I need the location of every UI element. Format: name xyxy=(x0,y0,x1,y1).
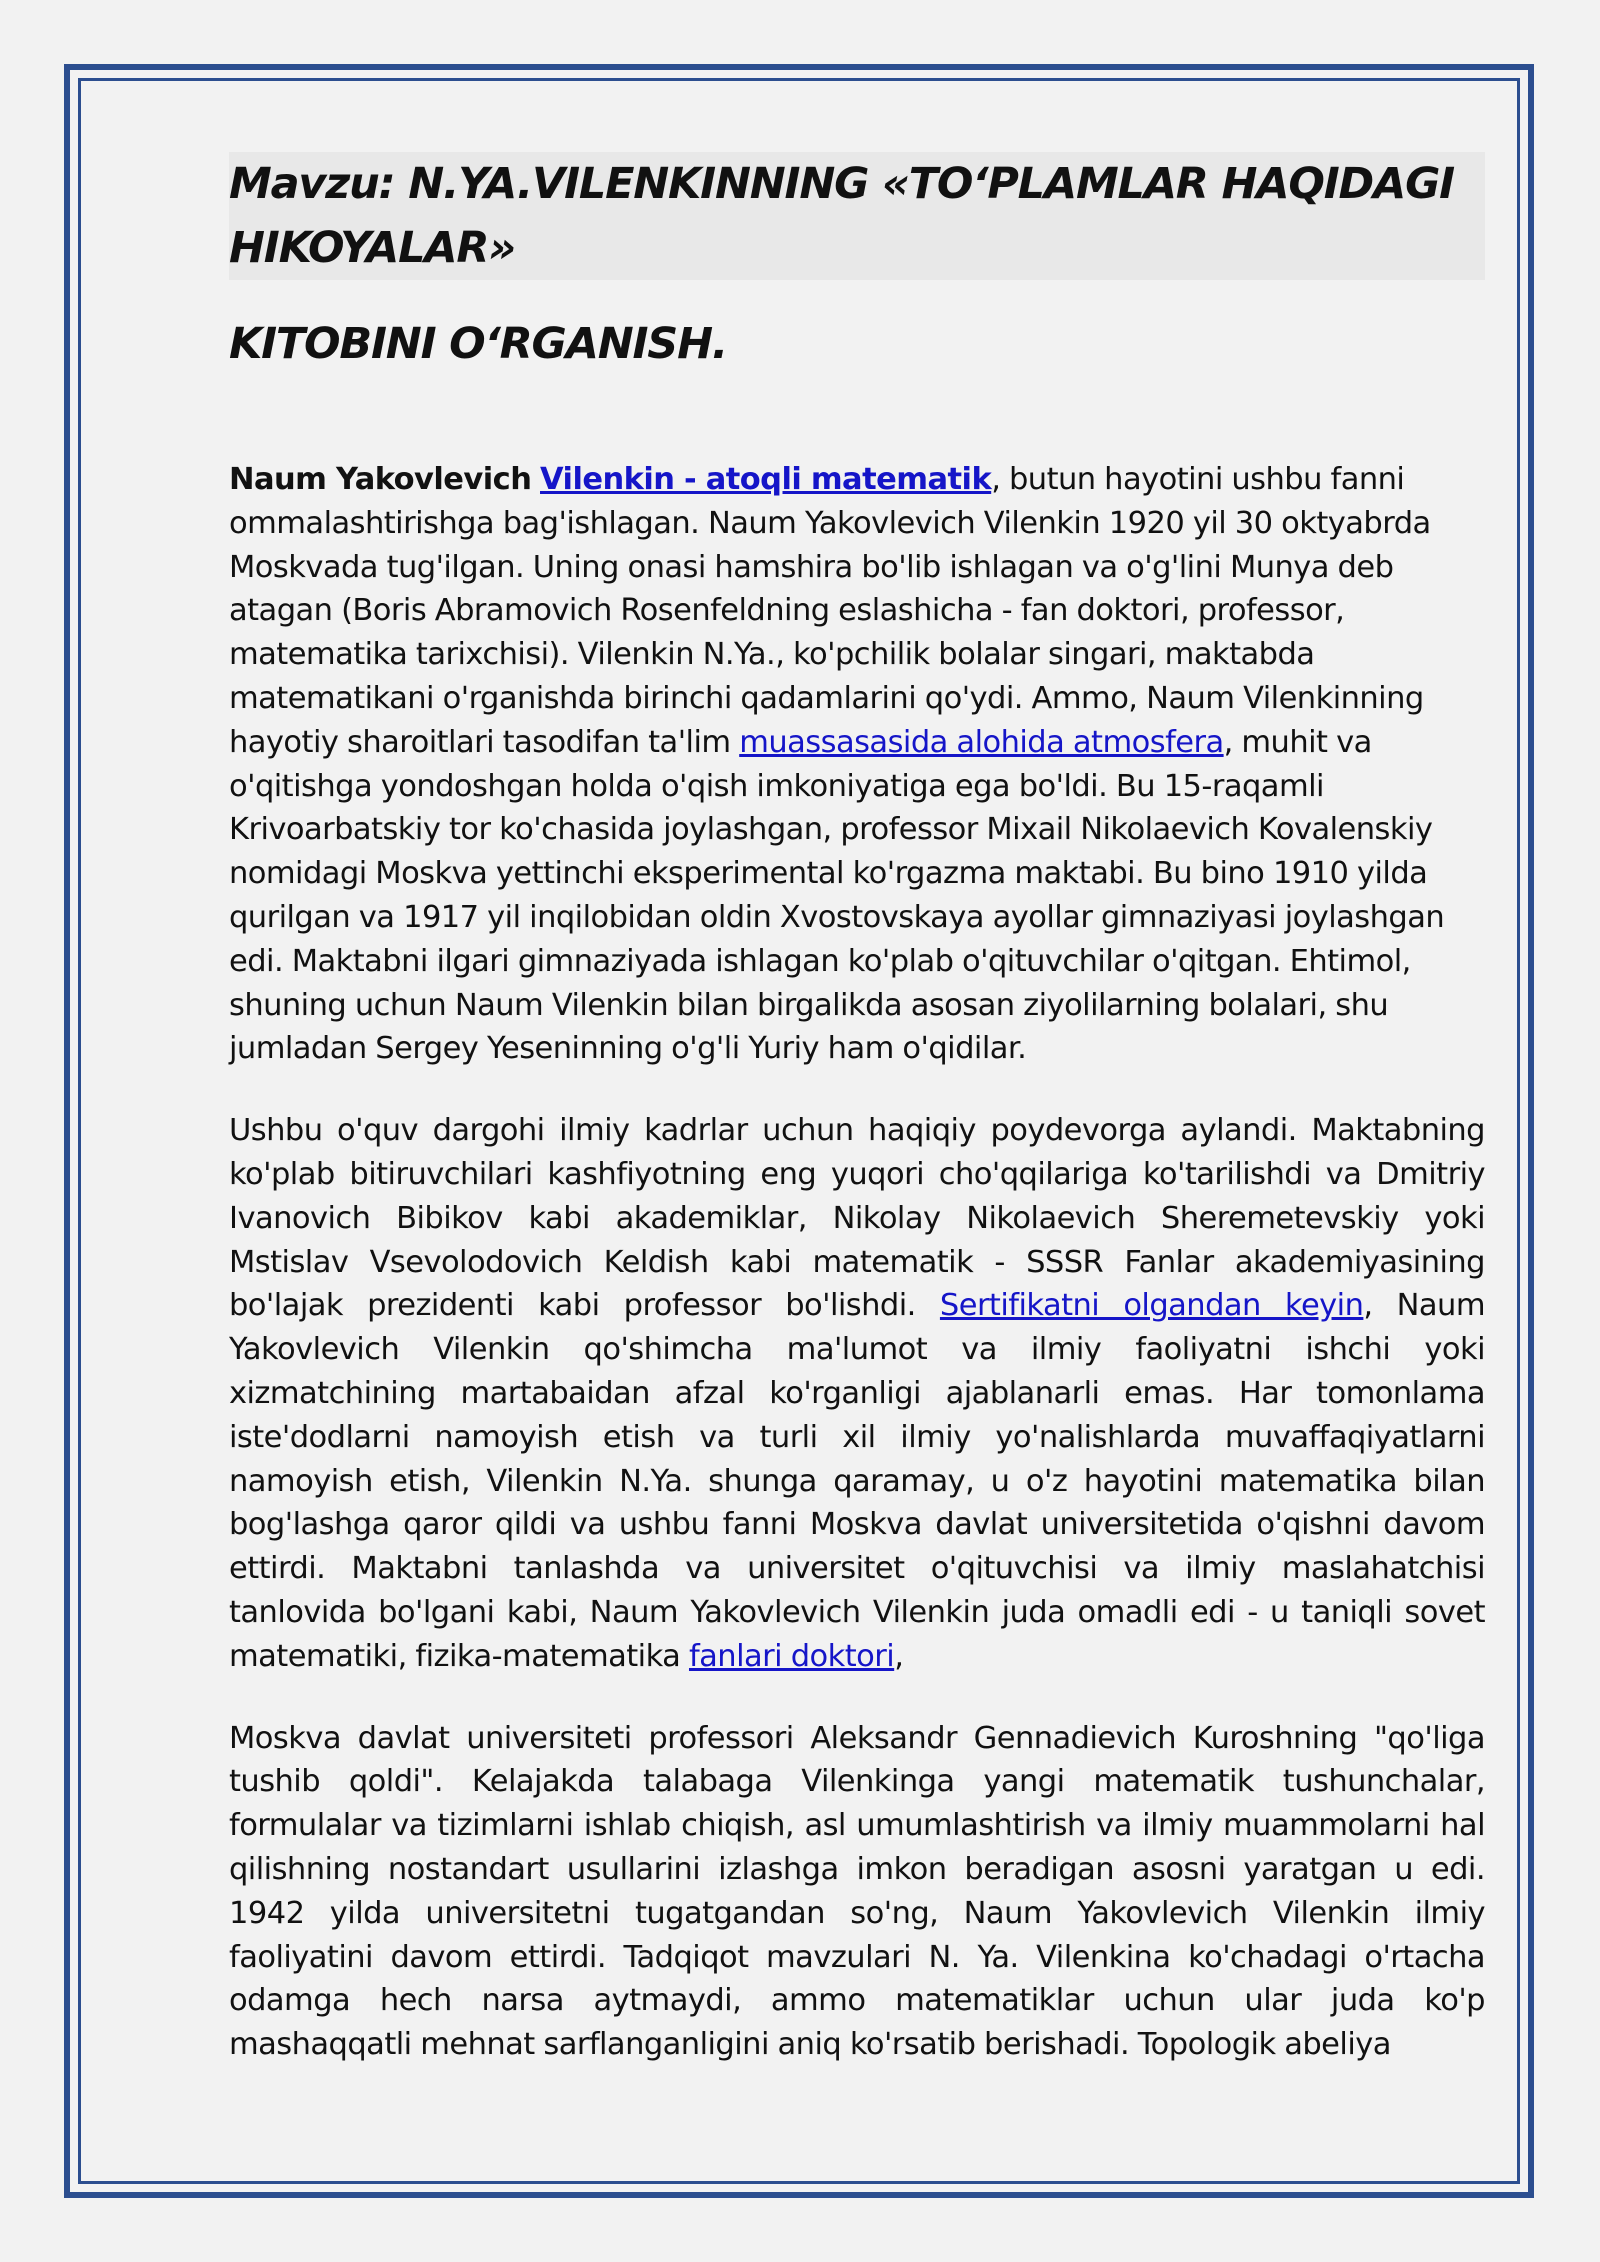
title-line-2: KITOBINI O‘RGANISH. xyxy=(229,319,727,369)
paragraph-2 xyxy=(229,1109,1485,1678)
document-content xyxy=(229,152,1485,2067)
paragraph-3: Moskva davlat universiteti professori Aleksandr Gennadievich Kuroshning "qo'liga tushib qoldi". Kelajakda talabaga Vilenkinga yangi matematik tushunchalar, formulalar va tizimlarni ishlab chiqish, asl umumlashtirish va ilmiy muammolarni hal qilishning nostandart usullarini izlashga imkon beradigan asosni yaratgan u edi. 1942 yilda universitetni tugatgandan so'ng, Naum Yakovlevich Vilenkin ilmiy faoliyatini davom ettirdi. Tadqiqot mavzulari N. Ya. Vilenkina ko'chadagi o'rtacha odamga hech narsa aytmaydi, ammo matematiklar uchun ular juda ko'p mashaqqatli mehnat sarflanganligini aniq ko'rsatib berishadi. Topologik abeliya xyxy=(229,1720,1485,2063)
link-sertifikatni-olgandan[interactable]: Sertifikatni olgandan keyin xyxy=(939,1288,1364,1324)
paragraph-1-text-a: , butun hayotini ushbu fanni ommalashtirishga bag'ishlagan. Naum Yakovlevich Vilenkin 1920 yil 30 oktyabrda Moskvada tug'ilgan. Uning onasi hamshira bo'lib ishlagan va o'g'lini Munya deb atagan (Boris Abramovich Rosenfeldning eslashicha - fan doktori, professor, matematika tarixchisi). Vilenkin N.Ya., ko'pchilik bolalar singari, maktabda matematikani o'rganishda birinchi qadamlarini qo'ydi. Ammo, Naum Vilenkinning hayotiy sharoitlari tasodifan ta'lim xyxy=(229,462,1431,760)
paragraph-2-text-b: , Naum Yakovlevich Vilenkin qo'shimcha ma'lumot va ilmiy faoliyatni ishchi yoki xizmatchining martabaidan afzal ko'rganligi ajablanarli emas. Har tomonlama iste'dodlarni namoyish etish va turli xil ilmiy yo'nalishlarda muvaffaqiyatlarni namoyish etish, Vilenkin N.Ya. shunga qaramay, u o'z hayotini matematika bilan bog'lashga qaror qildi va ushbu fanni Moskva davlat universitetida o'qishni davom ettirdi. Maktabni tanlashda va universitet o'qituvchisi va ilmiy maslahatchisi tanlovida bo'lgani kabi, Naum Yakovlevich Vilenkin juda omadli edi - u taniqli sovet matematiki, fizika-matematika xyxy=(229,1288,1485,1674)
link-muassasasida-atmosfera[interactable]: muassasasida alohida atmosfera xyxy=(739,724,1224,760)
link-vilenkin-matematik[interactable]: Vilenkin - atoqli matematik xyxy=(540,462,992,497)
author-name-bold: Naum Yakovlevich xyxy=(229,462,532,497)
paragraph-2-text-c: , xyxy=(894,1638,904,1674)
link-fanlari-doktori[interactable]: fanlari doktori xyxy=(688,1638,895,1674)
paragraph-1-text-b: , muhit va o'qitishga yondoshgan holda o'qish imkoniyatiga ega bo'ldi. Bu 15-raqamli Krivoarbatskiy tor ko'chasida joylashgan, professor Mixail Nikolaevich Kovalenskiy nomidagi Moskva yettinchi eksperimental ko'rgazma maktabi. Bu bino 1910 yilda qurilgan va 1917 yil inqilobidan oldin Xvostovskaya ayollar gimnaziyasi joylashgan edi. Maktabni ilgari gimnaziyada ishlagan ko'plab o'qituvchilar o'qitgan. Ehtimol, shuning uchun Naum Vilenkin bilan birgalikda asosan ziyolilarning bolalari, shu jumladan Sergey Yeseninning o'g'li Yuriy ham o'qidilar. xyxy=(229,724,1445,1067)
paragraph-1 xyxy=(229,458,1485,1071)
paragraph-2-text-a: Ushbu o'quv dargohi ilmiy kadrlar uchun haqiqiy poydevorga aylandi. Maktabning ko'plab bitiruvchilari kashfiyotning eng yuqori cho'qqilariga ko'tarilishdi va Dmitriy Ivanovich Bibikov kabi akademiklar, Nikolay Nikolaevich Sheremetevskiy yoki Mstislav Vsevolodovich Keldish kabi matematik - SSSR Fanlar akademiyasining bo'lajak prezidenti kabi professor bo'lishdi. xyxy=(229,1113,1485,1324)
title-line-1: Mavzu: N.YA.VILENKINNING «TO‘PLAMLAR HAQIDAGI HIKOYALAR» xyxy=(229,152,1485,280)
